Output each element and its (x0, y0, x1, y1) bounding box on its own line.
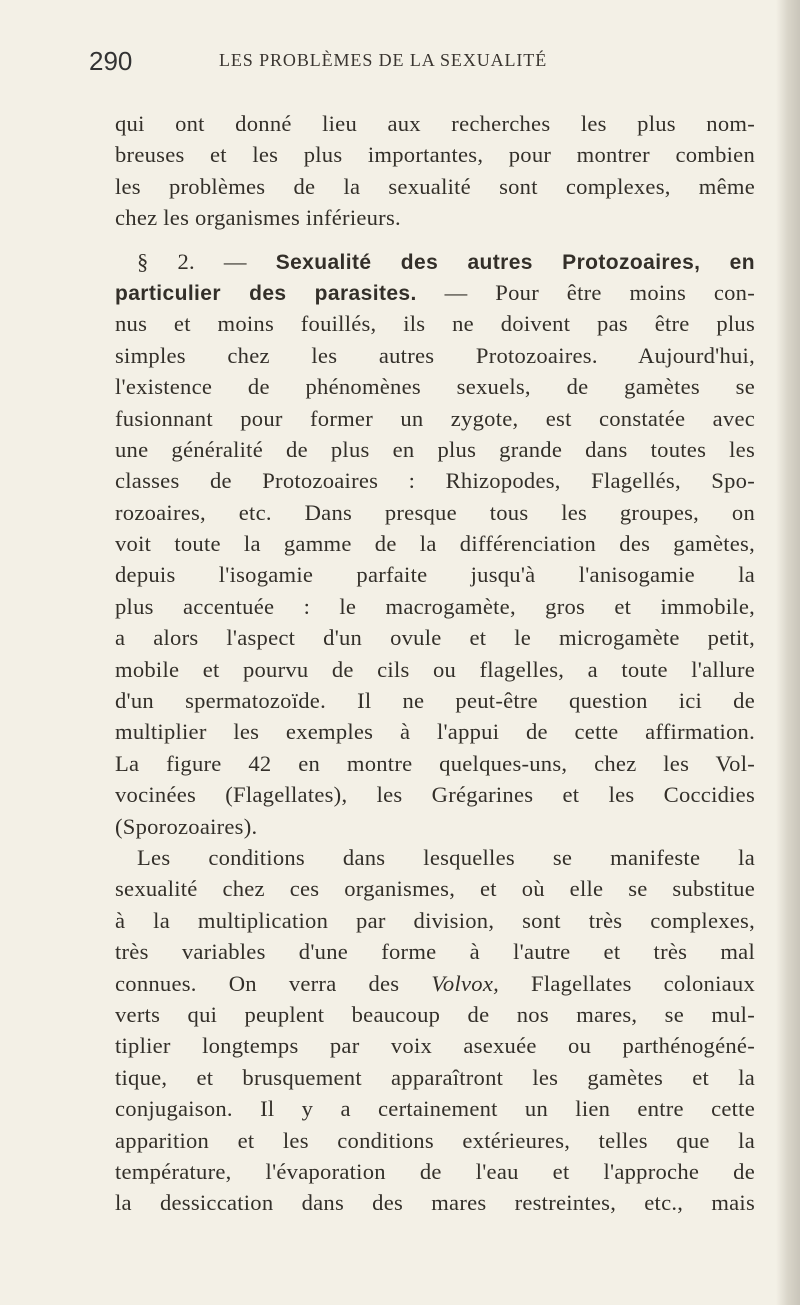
text-line: conjugaison. Il y a certainement un lien entre cette (115, 1096, 755, 1122)
text-line: tiplier longtemps par voix asexuée ou parthénogéné- (115, 1033, 755, 1059)
body-text (115, 108, 755, 1219)
text-line: l'existence de phénomènes sexuels, de gamètes se (115, 374, 755, 400)
page-edge-shadow (776, 0, 800, 1305)
text-line: fusionnant pour former un zygote, est constatée avec (115, 405, 755, 431)
text-line: (Sporozoaires). (115, 813, 258, 839)
text-line-mixed (115, 968, 755, 999)
text-line: d'un spermatozoïde. Il ne peut-être question ici de (115, 688, 755, 714)
running-title: LES PROBLÈMES DE LA SEXUALITÉ (219, 50, 548, 70)
text-line: voit toute la gamme de la différenciation des gamètes, (115, 531, 755, 557)
text-line: sexualité chez ces organismes, et où elle se substitue (115, 876, 755, 902)
text-line: tique, et brusquement apparaîtront les gamètes et la (115, 1064, 755, 1090)
text-line: classes de Protozoaires : Rhizopodes, Flagellés, Spo- (115, 468, 755, 494)
section-heading-line (115, 277, 755, 308)
text-line: très variables d'une forme à l'autre et très mal (115, 939, 755, 965)
text-line: chez les organismes inférieurs. (115, 205, 401, 231)
text-line: rozoaires, etc. Dans presque tous les groupes, on (115, 499, 755, 525)
text-fragment: — Pour être moins con- (444, 279, 755, 305)
text-line: depuis l'isogamie parfaite jusqu'à l'anisogamie la (115, 562, 755, 588)
text-line: une généralité de plus en plus grande dans toutes les (115, 436, 755, 462)
text-line: breuses et les plus importantes, pour montrer combien (115, 142, 755, 168)
section-heading-line (115, 246, 755, 277)
genus-name: Volvox, (431, 970, 499, 996)
text-line: multiplier les exemples à l'appui de cette affirmation. (115, 719, 755, 745)
section-number: § 2. — (137, 248, 247, 274)
page-number: 290 (89, 46, 133, 76)
text-line: température, l'évaporation de l'eau et l'approche de (115, 1158, 755, 1184)
text-line: plus accentuée : le macrogamète, gros et immobile, (115, 593, 755, 619)
text-line: La figure 42 en montre quelques-uns, chez les Vol- (115, 750, 755, 776)
text-line: qui ont donné lieu aux recherches les plus nom- (115, 111, 755, 136)
text-line: simples chez les autres Protozoaires. Aujourd'hui, (115, 342, 755, 368)
text-fragment: connues. On verra des (115, 970, 400, 996)
page-header (89, 46, 746, 80)
section-title-cont: particulier des parasites. (115, 281, 417, 305)
text-line: Les conditions dans lesquelles se manifeste la (137, 845, 755, 871)
text-line: verts qui peuplent beaucoup de nos mares, se mul- (115, 1001, 755, 1027)
text-line: la dessiccation dans des mares restreintes, etc., mais (115, 1190, 755, 1216)
text-line: nus et moins fouillés, ils ne doivent pas être plus (115, 311, 755, 337)
text-fragment: Flagellates coloniaux (531, 970, 755, 996)
text-line: a alors l'aspect d'un ovule et le microgamète petit, (115, 625, 755, 651)
text-line: les problèmes de la sexualité sont complexes, même (115, 173, 755, 199)
text-line: mobile et pourvu de cils ou flagelles, a toute l'allure (115, 656, 755, 682)
text-line: à la multiplication par division, sont très complexes, (115, 907, 755, 933)
text-line: vocinées (Flagellates), les Grégarines et les Coccidies (115, 782, 755, 808)
section-title: Sexualité des autres Protozoaires, en (275, 250, 755, 274)
text-line: apparition et les conditions extérieures, telles que la (115, 1127, 755, 1153)
